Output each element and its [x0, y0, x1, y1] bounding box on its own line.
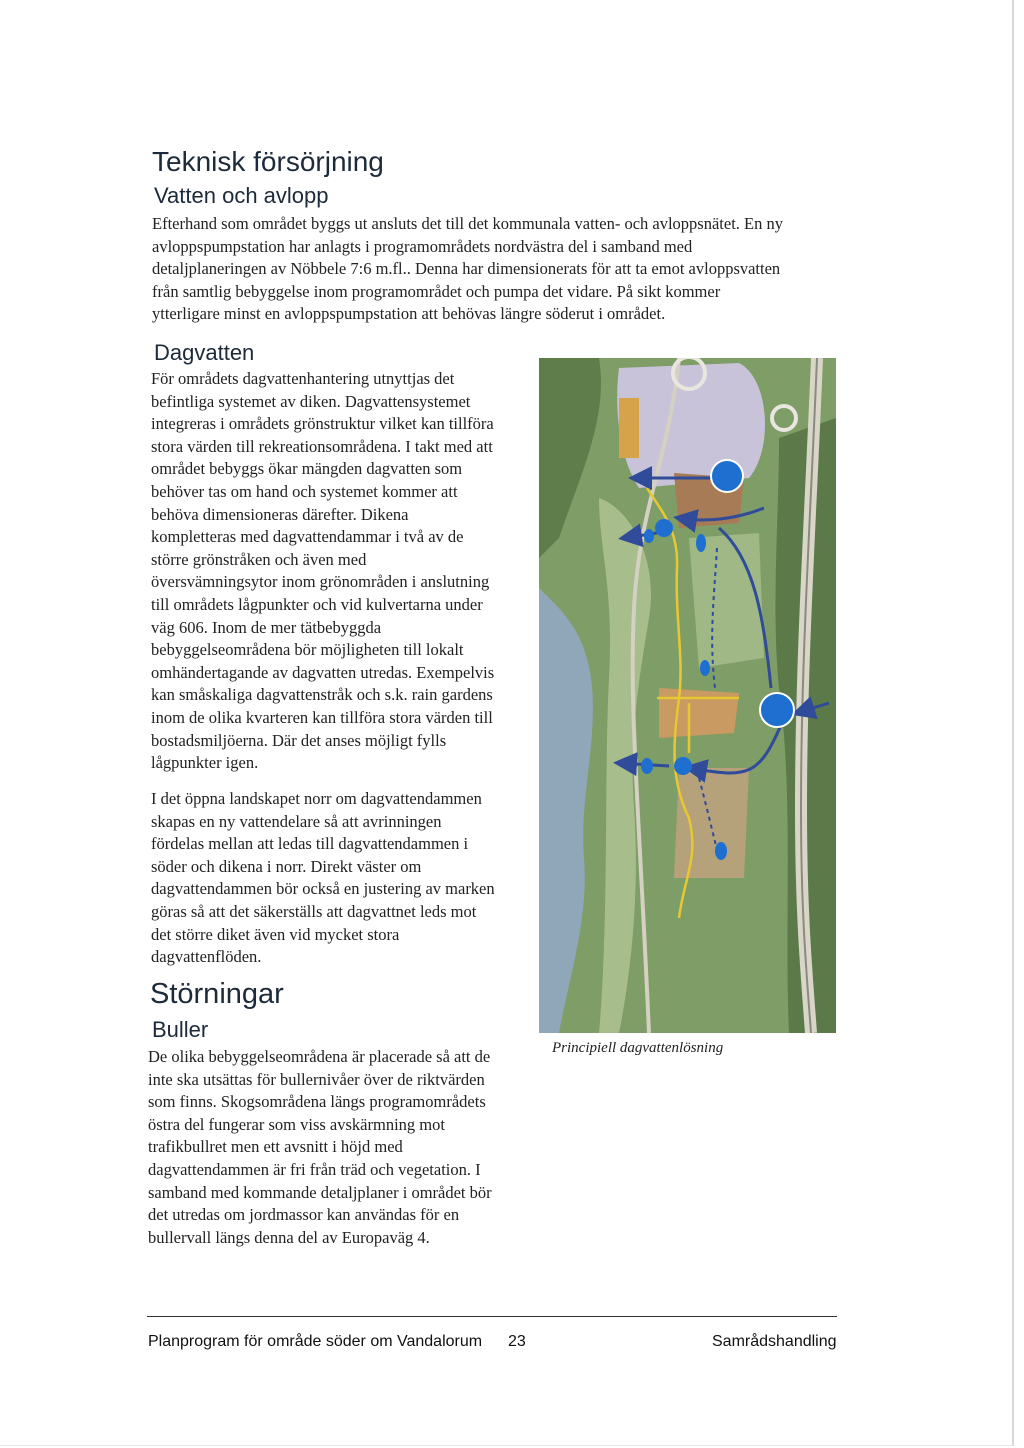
text-line: det större diket även vid mycket stora [151, 924, 400, 944]
text-line: göras så att det säkerställs att dagvattnet leds mot [151, 901, 477, 921]
planned-area [659, 688, 739, 738]
overflow-area [644, 529, 654, 543]
footer-title: Planprogram för område söder om Vandalorum [148, 1333, 483, 1350]
stormwater-map-graphic [539, 358, 836, 1033]
overflow-area [700, 660, 710, 676]
text-line: från samtlig bebyggelse inom programområdet och pumpa det vidare. På sikt kommer [152, 281, 721, 301]
text-line: inte ska utsättas för bullernivåer över de riktvärden [148, 1069, 485, 1089]
text-line: De olika bebyggelseområdena är placerade så att de [148, 1047, 491, 1066]
text-line: bullervall längs denna del av Europaväg 4. [148, 1227, 430, 1247]
text-line: dagvattendammen bör också en justering av marken [151, 879, 495, 899]
vatten-heading: Vatten och avlopp [154, 183, 329, 208]
text-line: trafikbullret men ett avsnitt i höjd med [148, 1137, 403, 1157]
text-line: som finns. Skogsområdena längs programområdets [148, 1092, 486, 1112]
text-line: bostadsmiljöerna. Där det anses möjligt fylls [151, 730, 447, 750]
buller-paragraph [148, 1046, 492, 1249]
overflow-area [641, 758, 653, 774]
text-line: befintliga systemet av diken. Dagvattensystemet [151, 391, 471, 411]
text-line: bebyggelseområdena bör möjligheten till lokalt [151, 640, 464, 660]
text-line: dagvattendammen är fri från träd och vegetation. I [148, 1159, 481, 1179]
text-line: väg 606. Inom de mer tätbebyggda [151, 617, 382, 637]
text-line: kompletteras med dagvattendammar i två av de [151, 527, 464, 547]
dagvatten-paragraph-1 [151, 368, 494, 775]
text-line: omhändertagande av dagvatten utredas. Exempelvis [151, 662, 495, 682]
text-line: söder och dikena i norr. Direkt väster om [151, 856, 422, 876]
stormwater-pond [760, 693, 794, 727]
text-line: östra del fungerar som viss avskärmning mot [148, 1114, 445, 1134]
stormwater-map [539, 358, 836, 1033]
page-number: 23 [508, 1333, 526, 1350]
text-line: inom de olika kvarteren kan tillföra stora värden till [151, 707, 493, 727]
planned-area [619, 398, 639, 458]
text-line: kan småskaliga dagvattenstråk och s.k. rain gardens [151, 685, 493, 705]
footer-rule [147, 1316, 837, 1317]
text-line: ytterligare minst en avloppspumpstation att behövas längre söderut i området. [152, 304, 666, 324]
dagvatten-heading: Dagvatten [154, 340, 255, 365]
text-line: stora värden till rekreationsområdena. I takt med att [151, 436, 493, 456]
overflow-area [715, 842, 727, 860]
text-line: lågpunkter igen. [151, 753, 259, 773]
storningar-title: Störningar [150, 978, 284, 1010]
text-line: översvämningsytor inom grönområden i anslutning [151, 572, 490, 592]
stormwater-pond [711, 460, 743, 492]
planned-area [617, 363, 765, 488]
text-line: För områdets dagvattenhantering utnyttjas det [151, 369, 455, 388]
section-title: Teknisk försörjning [152, 146, 384, 177]
text-line: samband med kommande detaljplaner i området bör [148, 1182, 492, 1202]
text-line: integreras i områdets grönstruktur vilket kan tillföra [151, 414, 494, 434]
buller-heading: Buller [152, 1017, 209, 1042]
text-line: det utredas om jordmassor kan användas för en [148, 1205, 460, 1225]
document-status: Samrådshandling [712, 1333, 837, 1350]
text-line: dagvattenflöden. [151, 947, 262, 967]
text-line: området bebyggs ökar mängden dagvatten som [151, 459, 463, 479]
text-line: större grönstråken och även med [151, 549, 367, 569]
vatten-paragraph [152, 213, 783, 326]
figure-caption: Principiell dagvattenlösning [552, 1040, 724, 1056]
text-line: detaljplaneringen av Nöbbele 7:6 m.fl.. Denna har dimensionerats för att ta emot avloppsvatten [152, 259, 781, 279]
text-line: behöva dimensioneras därefter. Dikena [151, 504, 409, 524]
text-line: avloppspumpstation har anlagts i programområdets nordvästra del i samband med [152, 236, 693, 256]
text-line: behöver tas om hand och systemet kommer att [151, 481, 458, 501]
text-line: Efterhand som området byggs ut ansluts det till det kommunala vatten- och avloppsnätet. En ny [152, 214, 783, 233]
text-line: till områdets lågpunkter och vid kulvertarna under [151, 594, 483, 614]
field [689, 533, 764, 668]
dagvatten-paragraph-2 [151, 788, 495, 969]
text-line: fördelas mellan att ledas till dagvattendammen i [151, 834, 469, 854]
text-line: skapas en ny vattendelare så att avrinningen [151, 811, 442, 831]
overflow-area [696, 534, 706, 552]
stormwater-pond [674, 757, 692, 775]
stormwater-pond [655, 519, 673, 537]
text-line: I det öppna landskapet norr om dagvattendammen [151, 789, 482, 808]
planned-area [674, 768, 749, 878]
